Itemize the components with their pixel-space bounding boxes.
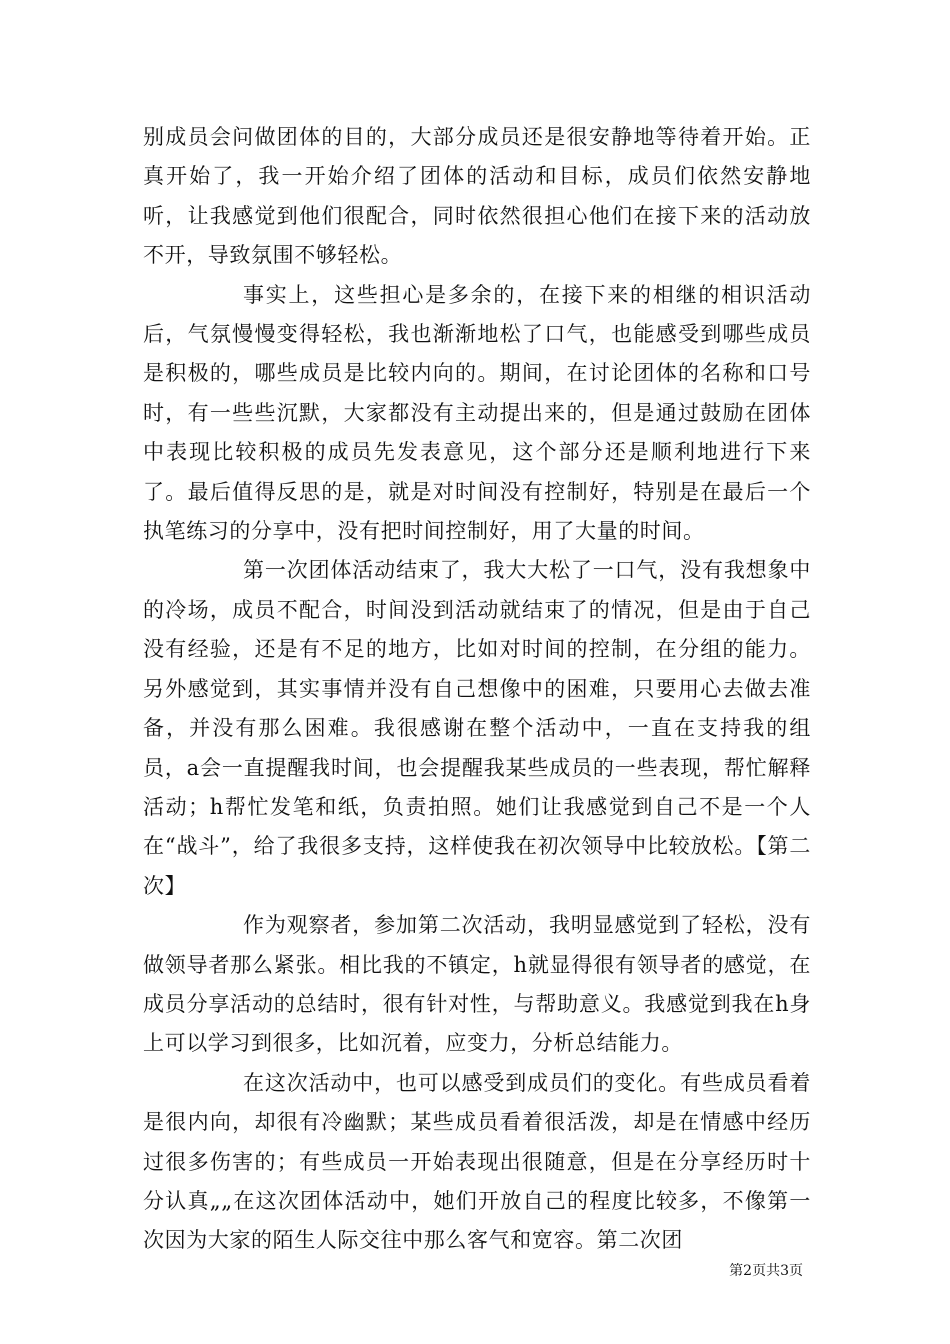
paragraph-4: 作为观察者，参加第二次活动，我明显感觉到了轻松，没有做领导者那么紧张。相比我的不镇定，h就显得很有领导者的感觉，在成员分享活动的总结时，很有针对性，与帮助意义。我感觉到我在h身上可以学习到很多，比如沉着，应变力，分析总结能力。 xyxy=(143,913,811,1056)
page-number: 第2页共3页 xyxy=(729,1263,803,1279)
paragraph-1: 别成员会问做团体的目的，大部分成员还是很安静地等待着开始。正真开始了，我一开始介绍了团体的活动和目标，成员们依然安静地听，让我感觉到他们很配合，同时依然很担心他们在接下来的活动放不开，导致氛围不够轻松。 xyxy=(143,125,811,268)
paragraph-5: 在这次活动中，也可以感受到成员们的变化。有些成员看着是很内向，却很有冷幽默；某些成员看着很活泼，却是在情感中经历过很多伤害的；有些成员一开始表现出很随意，但是在分享经历时十分认真„„在这次团体活动中，她们开放自己的程度比较多，不像第一次因为大家的陌生人际交往中那么客气和宽容。第二次团 xyxy=(143,1070,811,1253)
body-text xyxy=(143,118,811,1261)
paragraph-2: 事实上，这些担心是多余的，在接下来的相继的相识活动后，气氛慢慢变得轻松，我也渐渐地松了口气，也能感受到哪些成员是积极的，哪些成员是比较内向的。期间，在讨论团体的名称和口号时，有一些些沉默，大家都没有主动提出来的，但是通过鼓励在团体中表现比较积极的成员先发表意见，这个部分还是顺利地进行下来了。最后值得反思的是，就是对时间没有控制好，特别是在最后一个执笔练习的分享中，没有把时间控制好，用了大量的时间。 xyxy=(143,282,811,544)
paragraph-3: 第一次团体活动结束了，我大大松了一口气，没有我想象中的冷场，成员不配合，时间没到活动就结束了的情况，但是由于自己没有经验，还是有不足的地方，比如对时间的控制，在分组的能力。另外感觉到，其实事情并没有自己想像中的困难，只要用心去做去准备，并没有那么困难。我很感谢在整个活动中，一直在支持我的组员，a会一直提醒我时间，也会提醒我某些成员的一些表现，帮忙解释活动；h帮忙发笔和纸，负责拍照。她们让我感觉到自己不是一个人在“战斗”，给了我很多支持，这样使我在初次领导中比较放松。【第二次】 xyxy=(143,558,811,898)
